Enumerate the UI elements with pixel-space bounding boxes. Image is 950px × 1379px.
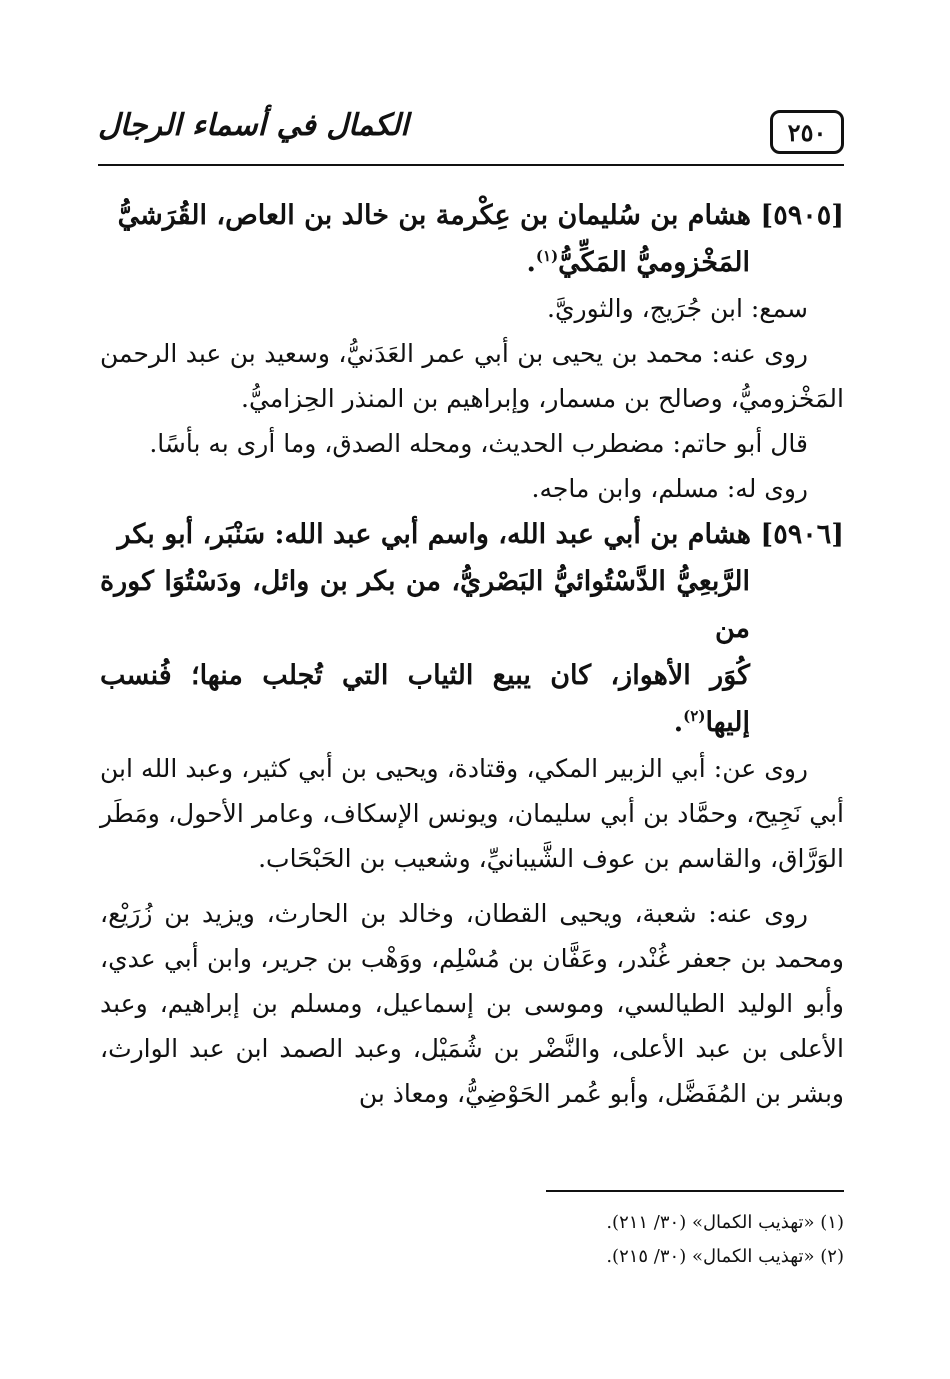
- entry-5906-title-line2: الرَّبعِيُّ الدَّسْتُوائيُّ البَصْريُّ، من بكر بن وائل، ودَسْتُوَا كورة من: [100, 566, 750, 644]
- entry-5905-title-end: .: [526, 247, 536, 278]
- footnote-rule: [546, 1190, 844, 1192]
- entry-5906-title-end: .: [673, 707, 684, 738]
- footnote-1: (١) «تهذيب الكمال» (٣٠/ ٢١١).: [606, 1212, 844, 1233]
- entry-5905-heard-from: سمع: ابن جُرَيج، والثوريَّ.: [547, 294, 808, 323]
- entry-5906-title-line3: كُوَر الأهواز، كان يبيع الثياب التي تُجلب منها؛ فُنسب إليها: [100, 660, 750, 738]
- footnote-ref-2[interactable]: (٢): [683, 707, 706, 725]
- entry-5906-title: [100, 511, 844, 746]
- entry-5905-narrated-by: روى عنه: محمد بن يحيى بن أبي عمر العَدَنيُّ، وسعيد بن عبد الرحمن المَخْزوميُّ، وصالح بن مسمار، وإبراهيم بن المنذر الحِزاميُّ.: [100, 339, 844, 413]
- footnotes: [400, 1206, 844, 1274]
- entry-5905-narrated-for: روى له: مسلم، وابن ماجه.: [531, 474, 808, 503]
- entry-5906-title-line1: [٥٩٠٦] هشام بن أبي عبد الله، واسم أبي عبد الله: سَنْبَر، أبو بكر: [117, 519, 844, 550]
- page-header: [98, 104, 844, 166]
- entry-5905-abu-hatim: قال أبو حاتم: مضطرب الحديث، ومحله الصدق، وما أرى به بأسًا.: [149, 429, 808, 458]
- entry-5906-narrated-from: روى عن: أبي الزبير المكي، وقتادة، ويحيى بن أبي كثير، وعبد الله ابن أبي نَجِيح، وحمَّاد بن أبي سليمان، ويونس الإسكاف، وعامر الأحول، ومَطَر الوَرَّاق، والقاسم بن عوف الشَّيبانيِّ، وشعيب بن الحَبْحَاب.: [100, 754, 844, 873]
- entry-5906-title-line3-wrap: [100, 652, 844, 746]
- footnote-2: (٢) «تهذيب الكمال» (٣٠/ ٢١٥).: [606, 1246, 844, 1267]
- entry-5905-title: [100, 192, 844, 286]
- header-rule: [98, 164, 844, 166]
- page-number: ٢٥٠: [787, 117, 827, 147]
- running-title: الكمال في أسماء الرجال: [98, 108, 409, 143]
- entry-5905-title-line1: [٥٩٠٥] هشام بن سُليمان بن عِكْرمة بن خالد بن العاص، القُرَشيُّ: [117, 200, 844, 231]
- footnote-ref-1[interactable]: (١): [535, 247, 559, 265]
- page-body: [100, 192, 844, 1116]
- entry-5905-title-line2-wrap: [100, 239, 844, 286]
- entry-5906-narrated-by: روى عنه: شعبة، ويحيى القطان، وخالد بن الحارث، ويزيد بن زُرَيْع، ومحمد بن جعفر غُنْدر، وعَفَّان بن مُسْلِم، ووَهْب بن جرير، وابن أبي عدي، وأبو الوليد الطيالسي، وموسى بن إسماعيل، ومسلم بن إبراهيم، وعبد الأعلى بن عبد الأعلى، والنَّضْر بن شُمَيْل، وعبد الصمد ابن عبد الوارث، وبشر بن المُفَضَّل، وأبو عُمر الحَوْضِيُّ، ومعاذ بن: [100, 899, 844, 1108]
- entry-5905-title-line2: المَخْزوميُّ المَكِّيُّ: [558, 247, 750, 278]
- page-number-box: [770, 110, 844, 154]
